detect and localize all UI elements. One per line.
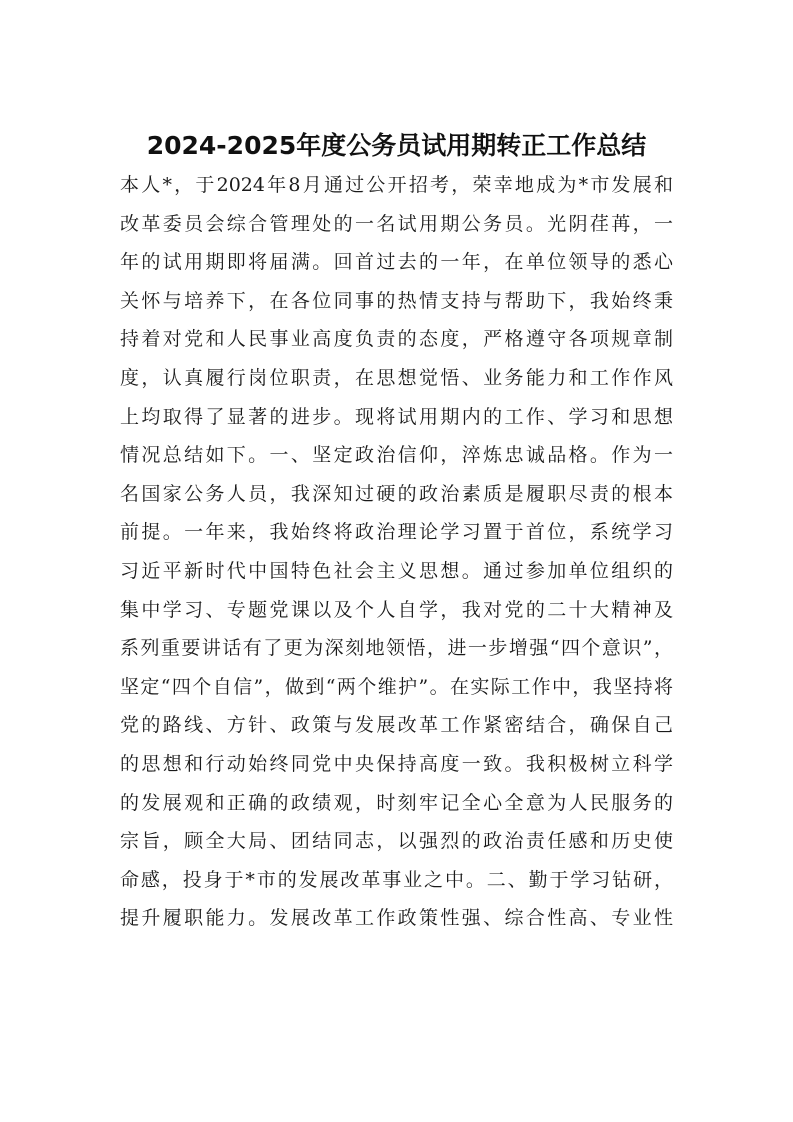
body-text-line: 坚定“四个自信”，做到“两个维护”。在实际工作中，我坚持将 bbox=[120, 675, 673, 698]
body-text-line: 改革委员会综合管理处的一名试用期公务员。光阴荏苒，一 bbox=[120, 212, 673, 235]
body-text-line: 的发展观和正确的政绩观，时刻牢记全心全意为人民服务的 bbox=[120, 791, 673, 814]
body-text-line: 系列重要讲话有了更为深刻地领悟，进一步增强“四个意识”， bbox=[120, 637, 673, 660]
body-text-line: 命感，投身于*市的发展改革事业之中。二、勤于学习钻研， bbox=[120, 868, 673, 891]
body-text-line: 本人*，于2024年8月通过公开招考，荣幸地成为*市发展和 bbox=[120, 174, 673, 196]
body-text-line: 关怀与培养下，在各位同事的热情支持与帮助下，我始终秉 bbox=[120, 289, 673, 312]
body-text-line: 的思想和行动始终同党中央保持高度一致。我积极树立科学 bbox=[120, 752, 673, 775]
document-body bbox=[120, 166, 673, 938]
body-text-line: 上均取得了显著的进步。现将试用期内的工作、学习和思想 bbox=[120, 405, 673, 428]
body-text-line: 年的试用期即将届满。回首过去的一年，在单位领导的悉心 bbox=[120, 251, 673, 274]
body-text-line: 持着对党和人民事业高度负责的态度，严格遵守各项规章制 bbox=[120, 328, 673, 351]
body-text-line: 集中学习、专题党课以及个人自学，我对党的二十大精神及 bbox=[120, 598, 673, 621]
body-text-line: 提升履职能力。发展改革工作政策性强、综合性高、专业性 bbox=[120, 907, 673, 930]
body-text-line: 宗旨，顾全大局、团结同志，以强烈的政治责任感和历史使 bbox=[120, 830, 673, 853]
body-text-line: 名国家公务人员，我深知过硬的政治素质是履职尽责的根本 bbox=[120, 482, 673, 505]
body-text-line: 情况总结如下。一、坚定政治信仰，淬炼忠诚品格。作为一 bbox=[120, 444, 673, 467]
body-text-line: 党的路线、方针、政策与发展改革工作紧密结合，确保自己 bbox=[120, 714, 673, 737]
body-text-line: 度，认真履行岗位职责，在思想觉悟、业务能力和工作作风 bbox=[120, 366, 673, 389]
body-text-line: 前提。一年来，我始终将政治理论学习置于首位，系统学习 bbox=[120, 521, 673, 544]
document-title: 2024-2025年度公务员试用期转正工作总结 bbox=[146, 131, 647, 160]
body-text-line: 习近平新时代中国特色社会主义思想。通过参加单位组织的 bbox=[120, 559, 673, 582]
